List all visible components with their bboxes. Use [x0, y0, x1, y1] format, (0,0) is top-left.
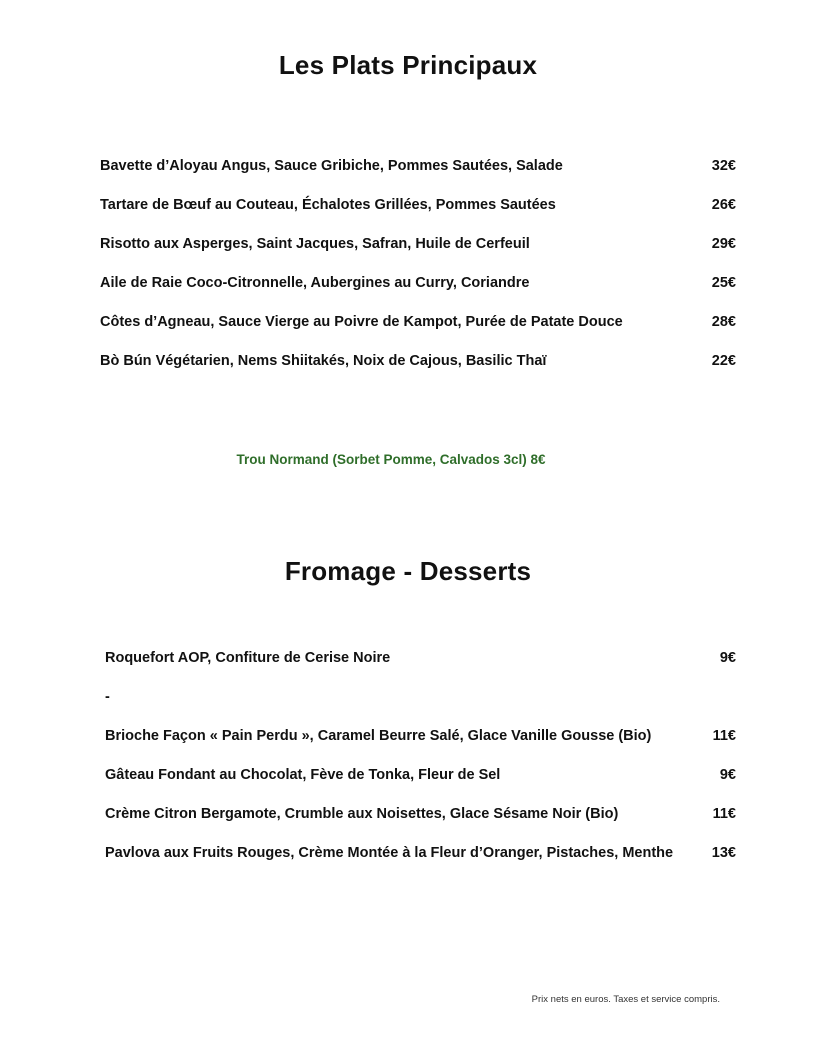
menu-item-price: 25€: [711, 275, 736, 291]
price-disclaimer: Prix nets en euros. Taxes et service compris.: [531, 994, 720, 1005]
menu-item: [0, 806, 816, 845]
menu-separator: [0, 689, 816, 728]
main-courses-list: [0, 158, 816, 392]
menu-item-price: 9€: [719, 650, 736, 666]
menu-item: [0, 353, 816, 392]
menu-item-price: 26€: [711, 197, 736, 213]
menu-item-price: 13€: [711, 845, 736, 861]
desserts-list: [0, 650, 816, 884]
menu-item: [0, 236, 816, 275]
section-title-plats-principaux: Les Plats Principaux: [278, 50, 538, 80]
menu-item: [0, 728, 816, 767]
menu-item-name: Aile de Raie Coco-Citronnelle, Aubergines au Curry, Coriandre: [100, 275, 530, 291]
menu-item-price: 32€: [711, 158, 736, 174]
menu-item-price: 22€: [711, 353, 736, 369]
menu-item: [0, 275, 816, 314]
separator-dash: -: [105, 689, 110, 705]
menu-item-price: 29€: [711, 236, 736, 252]
menu-item-name: Bavette d’Aloyau Angus, Sauce Gribiche, Pommes Sautées, Salade: [100, 158, 563, 174]
menu-item-name: Crème Citron Bergamote, Crumble aux Noisettes, Glace Sésame Noir (Bio): [105, 806, 619, 822]
menu-item-name: Risotto aux Asperges, Saint Jacques, Safran, Huile de Cerfeuil: [100, 236, 530, 252]
menu-item: [0, 197, 816, 236]
menu-item: [0, 767, 816, 806]
menu-item-name: Brioche Façon « Pain Perdu », Caramel Beurre Salé, Glace Vanille Gousse (Bio): [105, 728, 652, 744]
section-title-fromage-desserts: Fromage - Desserts: [284, 556, 532, 586]
menu-item-name: Pavlova aux Fruits Rouges, Crème Montée à la Fleur d’Oranger, Pistaches, Menthe: [105, 845, 674, 861]
menu-item-name: Tartare de Bœuf au Couteau, Échalotes Grillées, Pommes Sautées: [100, 197, 556, 213]
menu-item: [0, 158, 816, 197]
menu-item-name: Côtes d’Agneau, Sauce Vierge au Poivre de Kampot, Purée de Patate Douce: [100, 314, 623, 330]
menu-item-price: 28€: [711, 314, 736, 330]
menu-item: [0, 845, 816, 884]
menu-item-name: Gâteau Fondant au Chocolat, Fève de Tonka, Fleur de Sel: [105, 767, 501, 783]
menu-item: [0, 650, 816, 689]
menu-item: [0, 314, 816, 353]
menu-item-price: 11€: [712, 728, 736, 744]
menu-item-price: 11€: [712, 806, 736, 822]
menu-item-name: Roquefort AOP, Confiture de Cerise Noire: [105, 650, 391, 666]
menu-item-price: 9€: [719, 767, 736, 783]
menu-item-name: Bò Bún Végétarien, Nems Shiitakés, Noix de Cajous, Basilic Thaï: [100, 353, 547, 369]
trou-normand-note: Trou Normand (Sorbet Pomme, Calvados 3cl) 8€: [236, 452, 546, 467]
